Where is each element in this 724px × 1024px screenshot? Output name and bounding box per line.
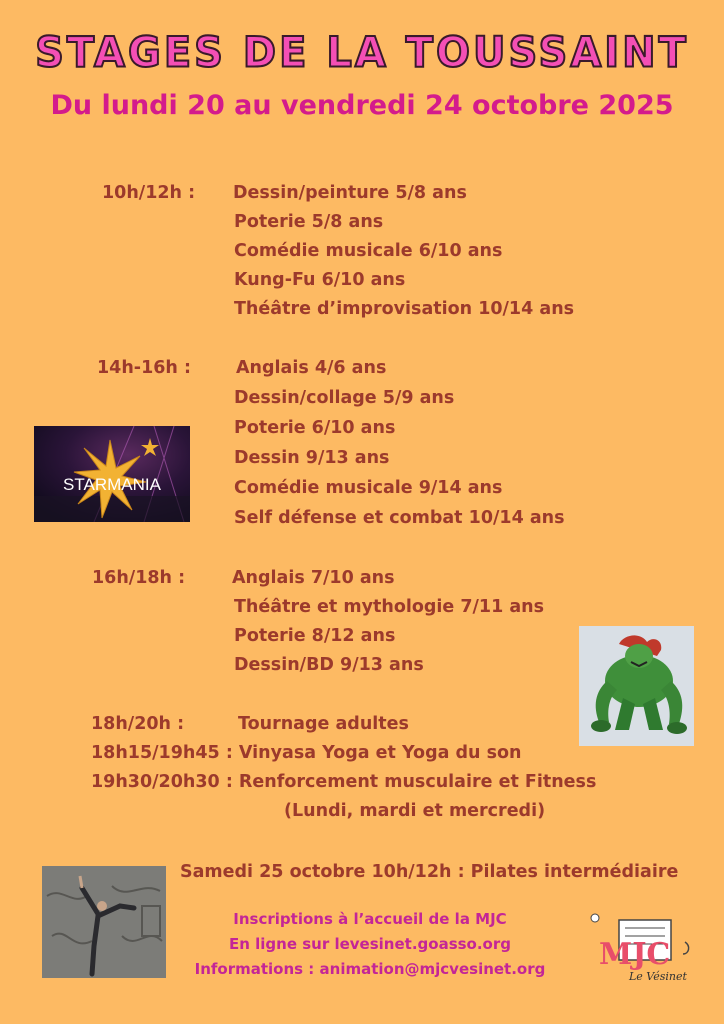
yoga-photo xyxy=(42,866,166,978)
footer-contact: Informations : animation@mjcvesinet.org xyxy=(194,960,546,978)
activity-item: Kung-Fu 6/10 ans xyxy=(234,270,406,290)
mjc-logo xyxy=(585,912,695,987)
time-slot-16h-18h: 16h/18h : xyxy=(92,568,186,588)
activity-item: Dessin/peinture 5/8 ans xyxy=(233,183,467,203)
monster-drawing-image xyxy=(579,626,694,746)
activity-item: Poterie 6/10 ans xyxy=(234,418,396,438)
activity-item: Anglais 7/10 ans xyxy=(232,568,395,588)
mjc-logo-letters: MJC xyxy=(599,937,671,972)
footer-online: En ligne sur levesinet.goasso.org xyxy=(229,935,511,953)
time-slot-18h-20h: 18h/20h : xyxy=(91,714,185,734)
time-slot-10h-12h: 10h/12h : xyxy=(102,183,196,203)
activity-item: Tournage adultes xyxy=(238,714,409,734)
activity-item: Poterie 8/12 ans xyxy=(234,626,396,646)
activity-item: Théâtre et mythologie 7/11 ans xyxy=(234,597,545,617)
starmania-image xyxy=(34,426,190,522)
fitness-line: 19h30/20h30 : Renforcement musculaire et Fitness xyxy=(91,772,597,792)
activity-item: Théâtre d’improvisation 10/14 ans xyxy=(234,299,575,319)
fitness-days: (Lundi, mardi et mercredi) xyxy=(284,801,546,821)
activity-item: Anglais 4/6 ans xyxy=(236,358,387,378)
footer-registration: Inscriptions à l’accueil de la MJC xyxy=(233,910,507,928)
activity-item: Dessin 9/13 ans xyxy=(234,448,390,468)
activity-item: Poterie 5/8 ans xyxy=(234,212,384,232)
time-slot-14h-16h: 14h-16h : xyxy=(97,358,191,378)
activity-item: Dessin/collage 5/9 ans xyxy=(234,388,455,408)
poster-title: STAGES DE LA TOUSSAINT xyxy=(35,28,689,78)
mjc-logo-script: Le Vésinet xyxy=(629,970,687,983)
poster-subtitle: Du lundi 20 au vendredi 24 octobre 2025 xyxy=(50,90,674,121)
yoga-line: 18h15/19h45 : Vinyasa Yoga et Yoga du son xyxy=(91,743,522,763)
starmania-logo-text: STARMANIA xyxy=(63,475,161,494)
saturday-pilates: Samedi 25 octobre 10h/12h : Pilates intermédiaire xyxy=(180,862,679,882)
activity-item: Comédie musicale 6/10 ans xyxy=(234,241,503,261)
activity-item: Self défense et combat 10/14 ans xyxy=(234,508,565,528)
activity-item: Dessin/BD 9/13 ans xyxy=(234,655,424,675)
activity-item: Comédie musicale 9/14 ans xyxy=(234,478,503,498)
